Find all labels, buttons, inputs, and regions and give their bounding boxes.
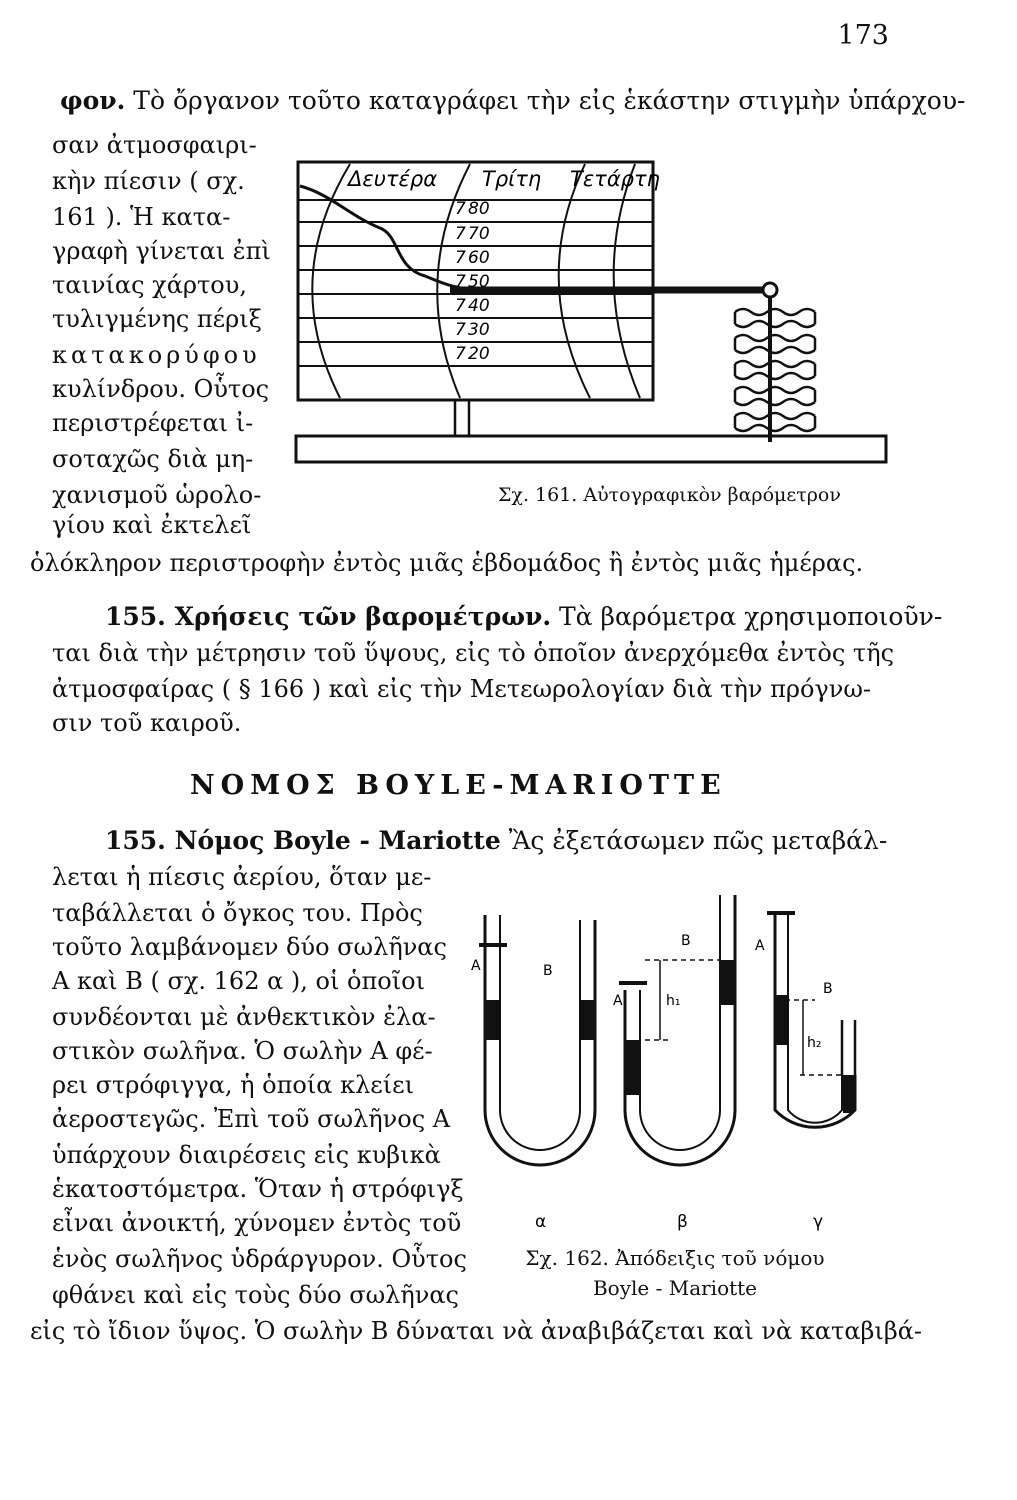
barograph-figure [290,150,900,480]
law-wrap-line: συνδέονται μὲ ἀνθεκτικὸν ἐλα- [52,1003,436,1031]
fig162-caption-line2: Boyle - Mariotte [592,1276,758,1300]
law-wrap-line: φθάνει καὶ εἰς τοὺς δύο σωλῆνας [52,1281,459,1309]
scale-prefix: 7 [455,296,466,316]
day-label: Τετάρτη [570,167,660,191]
intro-last-line: ὁλόκληρον περιστροφὴν ἐντὸς μιᾶς ἑβδομάδος ἢ ἐντὸς μιᾶς ἡμέρας. [30,549,864,577]
aneroid-capsules [735,297,815,442]
scale-value: 50 [468,272,490,292]
intro-wrap-line: γραφὴ γίνεται ἐπὶ [52,237,271,265]
section-text: Ἂς ἐξετάσωμεν πῶς μεταβάλ- [500,826,888,855]
law-wrap-line: εἶναι ἀνοικτή, χύνομεν ἐντὸς τοῦ [52,1209,462,1237]
intro-first-line [60,86,965,116]
intro-wrap-line: 161 ). Ἡ κατα- [52,203,231,231]
fig161-caption: Σχ. 161. Αὐτογραφικὸν βαρόμετρον [498,484,841,506]
intro-wrap-line: σοταχῶς διὰ μη- [52,445,254,473]
law-wrap-line: ὑπάρχουν διαιρέσεις εἰς κυβικὰ [52,1141,441,1169]
intro-wrap-line: περιστρέφεται ἰ- [52,409,254,437]
label-b: B [543,963,553,979]
u-tube-beta [613,895,735,1165]
scale-value: 30 [468,320,490,340]
scale-prefix: 7 [455,248,466,268]
pressure-scale [455,199,490,364]
scale-prefix: 7 [455,272,466,292]
intro-wrap-line: χανισμοῦ ὡρολο- [52,481,262,509]
scale-prefix: 7 [455,224,466,244]
intro-wrap-line: κατακορύφου [52,341,261,369]
label-a: A [613,993,623,1009]
law-wrap-line: Α καὶ Β ( σχ. 162 α ), οἱ ὁποῖοι [52,967,425,995]
boyle-mariotte-figure [455,865,885,1235]
section-title: 155. Χρήσεις τῶν βαρομέτρων. [105,602,552,631]
section-title: 155. Νόμος Boyle - Mariotte [105,826,501,855]
intro-wrap-line: τυλιγμένης πέριξ [52,305,262,333]
intro-wrap-line: σαν ἀτμοσφαιρι- [52,131,257,159]
law-wrap-line: ρει στρόφιγγα, ἡ ὁποία κλείει [52,1071,414,1099]
section-155-law-first-line [105,826,887,856]
intro-lead: φον. [60,86,126,115]
sub-label-gamma: γ [813,1212,824,1232]
scale-value: 80 [468,199,490,219]
intro-wrap-line: γίου καὶ ἐκτελεῖ [52,511,252,539]
fig162-caption-line1: Σχ. 162. Ἀπόδειξις τοῦ νόμου [525,1246,825,1270]
law-wrap-line: τοῦτο λαμβάνομεν δύο σωλῆνας [52,933,447,961]
scale-prefix: 7 [455,320,466,340]
label-h1: h₁ [666,993,681,1009]
day-label: Δευτέρα [348,167,438,191]
scale-prefix: 7 [455,199,466,219]
section-155-uses-line: ἀτμοσφαίρας ( § 166 ) καὶ εἰς τὴν Μετεωρολογίαν διὰ τὴν πρόγνω- [52,675,872,703]
scale-prefix: 7 [455,344,466,364]
law-wrap-line: στικὸν σωλῆνα. Ὁ σωλὴν Α φέ- [52,1037,433,1065]
section-155-uses-line: σιν τοῦ καιροῦ. [52,709,242,737]
scale-value: 40 [468,296,490,316]
intro-lead-rest: Τὸ ὄργανον τοῦτο καταγράφει τὴν εἰς ἑκάστην στιγμὴν ὑπάρχου- [125,86,966,115]
intro-wrap-line: ταινίας χάρτου, [52,271,247,299]
label-a: A [471,958,481,974]
drum-spindle [455,400,469,436]
intro-wrap-line: κυλίνδρου. Οὗτος [52,375,270,403]
u-tube-gamma [755,913,855,1127]
section-155-uses-first-line [105,602,942,632]
law-wrap-line: ἀεροστεγῶς. Ἐπὶ τοῦ σωλῆνος Α [52,1105,451,1133]
label-b: B [681,933,691,949]
label-b: B [823,981,833,997]
law-wrap-line: λεται ἡ πίεσις ἀερίου, ὅταν με- [52,863,432,891]
label-a: A [755,938,765,954]
law-heading: ΝΟΜΟΣ BOYLE-MARIOTTE [190,770,727,801]
scale-value: 70 [468,224,490,244]
law-last-line: εἰς τὸ ἴδιον ὕψος. Ὁ σωλὴν Β δύναται νὰ ἀναβιβάζεται καὶ νὰ καταβιβά- [30,1317,923,1345]
label-h2: h₂ [807,1035,822,1051]
u-tube-alpha [471,915,595,1165]
arm-pivot [763,283,777,297]
page-number: 173 [837,20,889,51]
intro-wrap-line: κὴν πίεσιν ( σχ. [52,167,245,195]
day-label: Τρίτη [482,167,542,191]
law-wrap-line: ταβάλλεται ὁ ὄγκος του. Πρὸς [52,899,423,927]
sub-label-alpha: α [535,1212,547,1232]
instrument-base [296,436,886,462]
law-wrap-line: ἑκατοστόμετρα. Ὅταν ἡ στρόφιγξ [52,1175,464,1203]
section-155-uses-line: ται διὰ τὴν μέτρησιν τοῦ ὕψους, εἰς τὸ ὁποῖον ἀνερχόμεθα ἐντὸς τῆς [52,639,895,667]
sub-label-beta: β [677,1212,688,1232]
scale-value: 20 [468,344,490,364]
law-wrap-line: ἑνὸς σωλῆνος ὑδράργυρον. Οὗτος [52,1245,467,1273]
section-text: Τὰ βαρόμετρα χρησιμοποιοῦν- [551,602,943,631]
scale-value: 60 [468,248,490,268]
